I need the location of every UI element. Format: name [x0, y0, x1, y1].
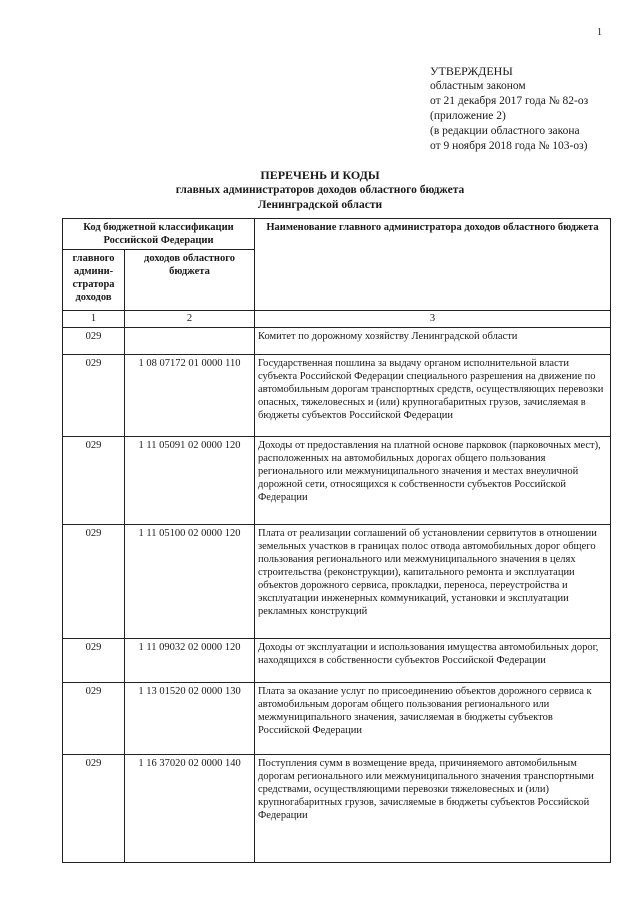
approval-line: от 21 декабря 2017 года № 82-оз — [430, 95, 589, 107]
admin-code-cell: 029 — [63, 683, 125, 755]
table-row — [63, 639, 611, 683]
heading-title: ПЕРЕЧЕНЬ И КОДЫ — [260, 168, 380, 182]
page-number: 1 — [597, 27, 602, 38]
approval-line: областным законом — [430, 80, 526, 92]
approval-line: (в редакции областного закона — [430, 125, 580, 137]
revenue-code-cell: 1 13 01520 02 0000 130 — [125, 683, 255, 755]
table-row — [63, 437, 611, 525]
admin-code-cell: 029 — [63, 755, 125, 863]
table-header-row — [63, 219, 611, 250]
revenue-code-cell: 1 11 09032 02 0000 120 — [125, 639, 255, 683]
table-row — [63, 355, 611, 437]
approval-stamp — [430, 64, 588, 154]
admin-code-cell: 029 — [63, 328, 125, 355]
header-admin-name: Наименование главного администратора доходов областного бюджета — [255, 219, 611, 311]
heading-region: Ленинградской области — [257, 199, 383, 211]
approval-line: от 9 ноября 2018 года № 103-оз) — [430, 140, 588, 152]
admin-name-cell: Комитет по дорожному хозяйству Ленинградской области — [255, 328, 611, 355]
admin-code-cell: 029 — [63, 525, 125, 639]
codes-table — [62, 218, 611, 863]
approval-line: (приложение 2) — [430, 110, 506, 122]
document-heading — [0, 168, 640, 213]
header-classification-code: Код бюджетной классификации Российской Федерации — [63, 219, 255, 250]
admin-code-cell: 029 — [63, 355, 125, 437]
column-number-row — [63, 311, 611, 328]
revenue-code-cell: 1 11 05091 02 0000 120 — [125, 437, 255, 525]
description-cell: Плата от реализации соглашений об установлении сервитутов в отношении земельных участков в границах полос отвода автомобильных дорог общего пользования регионального или межмуниципального значения в целях строительства (реконструкции), капитального ремонта и эксплуатации объектов дорожного сервиса, прокладки, переноса, переустройства и эксплуатации инженерных коммуникаций, установки и эксплуатации рекламных конструкций — [255, 525, 611, 639]
revenue-code-cell: 1 16 37020 02 0000 140 — [125, 755, 255, 863]
heading-subtitle: главных администраторов доходов областного бюджета — [175, 184, 465, 196]
column-number: 1 — [63, 311, 125, 328]
table-row — [63, 755, 611, 863]
column-number: 3 — [255, 311, 611, 328]
revenue-code-cell: 1 08 07172 01 0000 110 — [125, 355, 255, 437]
header-admin-code: главного админи-стратора доходов — [63, 250, 125, 311]
description-cell: Государственная пошлина за выдачу органом исполнительной власти субъекта Российской Федерации специального разрешения на движение по автомобильным дорогам транспортных средств, осуществляющих перевозки опасных, тяжеловесных и (или) крупногабаритных грузов, зачисляемая в бюджеты субъектов Российской Федерации — [255, 355, 611, 437]
table-row — [63, 525, 611, 639]
admin-code-cell: 029 — [63, 437, 125, 525]
header-revenue-code: доходов областного бюджета — [125, 250, 255, 311]
admin-code-cell: 029 — [63, 639, 125, 683]
column-number: 2 — [125, 311, 255, 328]
description-cell: Поступления сумм в возмещение вреда, причиняемого автомобильным дорогам регионального или межмуниципального значения транспортными средствами, осуществляющими перевозки тяжеловесных и (или) крупногабаритных грузов, зачисляемые в бюджеты субъектов Российской Федерации — [255, 755, 611, 863]
description-cell: Доходы от предоставления на платной основе парковок (парковочных мест), расположенных на автомобильных дорогах общего пользования регионального или межмуниципального значения и местах внеуличной дорожной сети, относящихся к собственности субъектов Российской Федерации — [255, 437, 611, 525]
description-cell: Плата за оказание услуг по присоединению объектов дорожного сервиса к автомобильным дорогам общего пользования регионального или межмуниципального значения, зачисляемая в бюджеты субъектов Российской Федерации — [255, 683, 611, 755]
description-cell: Доходы от эксплуатации и использования имущества автомобильных дорог, находящихся в собственности субъектов Российской Федерации — [255, 639, 611, 683]
table-row — [63, 683, 611, 755]
approval-line: УТВЕРЖДЕНЫ — [430, 64, 513, 78]
revenue-code-cell — [125, 328, 255, 355]
revenue-code-cell: 1 11 05100 02 0000 120 — [125, 525, 255, 639]
table-row — [63, 328, 611, 355]
